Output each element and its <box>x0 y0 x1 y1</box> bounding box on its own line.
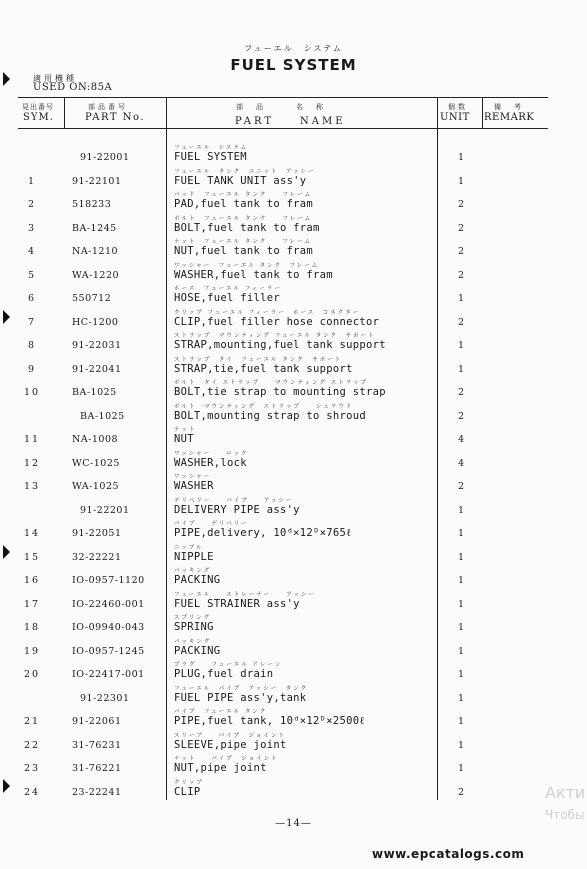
unit-cell: 2 <box>457 246 465 257</box>
sym-cell: 3 <box>27 222 37 234</box>
sym-cell: 17 <box>23 598 41 610</box>
sym-cell: 9 <box>27 363 37 375</box>
table-top-rule <box>18 97 548 98</box>
unit-cell: 1 <box>457 598 465 610</box>
unit-cell: 2 <box>457 786 465 798</box>
unit-cell: 2 <box>457 222 465 234</box>
table-row <box>0 284 587 308</box>
unit-cell: 1 <box>457 669 465 680</box>
part-name-kana: ワッシャー ロック <box>174 450 249 457</box>
part-name-cell: STRAP,tie,fuel tank support <box>174 362 353 375</box>
part-name-kana: ストラップ タイ フューエル タンク サポート <box>174 356 343 363</box>
title-kana: フューエル システム <box>244 44 343 53</box>
part-number-cell: 518233 <box>72 199 112 210</box>
sym-cell: 24 <box>23 786 41 798</box>
part-number-cell: 91-22051 <box>72 528 122 539</box>
part-name-cell: HOSE,fuel filler <box>174 292 280 304</box>
part-number-cell: 550712 <box>72 293 112 304</box>
sym-cell: 18 <box>23 622 41 633</box>
sym-cell: 1 <box>27 175 37 187</box>
part-number-cell: IO-22417-001 <box>72 669 145 680</box>
sym-cell: 22 <box>23 739 41 751</box>
column-divider <box>482 97 483 129</box>
part-name-kana: クリップ フューエル フィーラー ホース コネクター <box>174 309 361 316</box>
part-number-cell: IO-22460-001 <box>72 598 145 610</box>
table-row <box>0 566 587 590</box>
unit-cell: 1 <box>457 575 465 586</box>
pno-header: PART No. <box>85 112 146 123</box>
part-name-kana: ナット フューエル タンク フレーム <box>174 239 313 245</box>
unit-cell: 1 <box>457 622 465 633</box>
part-name-kana: デリベリー パイプ アッシー <box>174 497 294 504</box>
part-name-cell: FUEL SYSTEM <box>174 151 247 163</box>
table-row <box>0 237 587 261</box>
part-name-kana: ワッシャー <box>174 474 212 480</box>
part-name-cell: FUEL PIPE ass'y,tank <box>174 691 307 704</box>
part-name-kana: フューエル システム <box>174 145 249 151</box>
pname-header: PART NAME <box>235 116 346 127</box>
part-number-cell: WC-1025 <box>72 457 120 469</box>
page-number: —14— <box>275 818 312 829</box>
sym-cell: 16 <box>23 575 41 586</box>
table-row <box>0 261 587 285</box>
unit-cell: 2 <box>457 316 465 328</box>
part-number-cell: 91-22061 <box>72 716 122 727</box>
sym-cell: 6 <box>27 293 37 304</box>
used-on-japanese: 適用機種 <box>33 74 77 83</box>
unit-cell: 2 <box>457 269 465 281</box>
unit-cell: 1 <box>457 551 465 563</box>
part-name-kana: パッキング <box>174 568 212 574</box>
unit-header: UNIT <box>440 112 470 123</box>
sym-cell: 21 <box>23 716 41 727</box>
part-number-cell: IO-0957-1245 <box>72 645 145 657</box>
part-name-cell: BOLT,mounting strap to shroud <box>174 409 367 422</box>
unit-cell: 1 <box>457 363 465 375</box>
part-name-kana: ナット パイプ ジョイント <box>174 756 279 762</box>
part-name-cell: PIPE,fuel tank, 10ᵈ×12ᴰ×2500ℓ <box>174 715 365 727</box>
unit-cell: 2 <box>457 410 465 422</box>
part-number-cell: 32-22221 <box>72 551 122 563</box>
part-name-kana: ストラップ マウンティング フューエル タンク サポート <box>174 333 376 339</box>
sym-cell: 2 <box>27 199 37 210</box>
table-row <box>0 707 587 731</box>
part-number-cell: IO-0957-1120 <box>72 575 145 586</box>
part-name-cell: SLEEVE,pipe joint <box>174 738 287 751</box>
part-number-cell: 91-22041 <box>72 363 122 375</box>
unit-cell: 1 <box>457 763 465 774</box>
unit-cell: 1 <box>457 692 465 704</box>
unit-cell: 1 <box>457 716 465 727</box>
sym-cell: 13 <box>23 481 41 492</box>
part-name-cell: CLIP <box>174 785 201 798</box>
part-name-kana: ワッシャー フューエル タンク フレーム <box>174 262 320 269</box>
unit-cell: 1 <box>457 340 465 351</box>
table-row <box>0 590 587 614</box>
part-name-cell: DELIVERY PIPE ass'y <box>174 503 300 516</box>
part-number-cell: 31-76221 <box>72 763 122 774</box>
part-name-cell: NIPPLE <box>174 550 214 563</box>
part-number-cell: BA-1025 <box>80 410 125 422</box>
used-on-label: USED ON:85A <box>33 82 113 93</box>
remark-header-jp: 備 考 <box>494 103 524 111</box>
table-row <box>0 167 587 191</box>
part-name-kana: ボルト マウンティング ストラップ シュラウド <box>174 403 354 410</box>
sym-cell: 10 <box>23 387 41 398</box>
unit-cell: 1 <box>457 645 465 657</box>
unit-cell: 1 <box>457 504 465 516</box>
part-name-cell: NUT,pipe joint <box>174 762 267 774</box>
remark-header: REMARK <box>484 112 535 123</box>
unit-cell: 2 <box>457 481 465 492</box>
watermark-line-2: Чтобы <box>545 808 585 822</box>
page-title: FUEL SYSTEM <box>230 56 357 74</box>
table-row <box>0 613 587 637</box>
part-name-kana: ボルト タイ ストラップ マウンティング ストラップ <box>174 380 369 386</box>
part-name-cell: FUEL STRAINER ass'y <box>174 597 300 610</box>
part-name-kana: パッド フューエル タンク フレーム <box>174 192 313 198</box>
sym-cell: 12 <box>23 457 41 469</box>
part-name-kana: ニップル <box>174 544 204 551</box>
pno-header-jp: 部品番号 <box>88 103 128 111</box>
margin-bullet <box>3 72 10 86</box>
part-name-cell: PACKING <box>174 574 221 586</box>
part-name-cell: NUT <box>174 433 194 445</box>
part-number-cell: NA-1210 <box>72 246 119 257</box>
table-row <box>0 425 587 449</box>
part-number-cell: IO-09940-043 <box>72 622 145 633</box>
part-name-kana: スプリング <box>174 615 212 621</box>
part-number-cell: NA-1008 <box>72 434 119 445</box>
unit-cell: 4 <box>457 434 465 445</box>
part-number-cell: 91-22001 <box>80 152 130 163</box>
table-row <box>0 449 587 473</box>
part-number-cell: WA-1025 <box>72 481 120 492</box>
sym-cell: 14 <box>23 528 41 539</box>
table-row <box>0 731 587 755</box>
part-name-kana: ホース フューエル フィーラー <box>174 286 282 292</box>
unit-cell: 4 <box>457 457 465 469</box>
unit-cell: 1 <box>457 528 465 539</box>
part-name-cell: FUEL TANK UNIT ass'y <box>174 174 307 187</box>
unit-cell: 1 <box>457 152 465 163</box>
table-row <box>0 214 587 238</box>
part-number-cell: 23-22241 <box>72 786 122 798</box>
part-name-kana: パイプ フューエル タンク <box>174 709 268 715</box>
part-number-cell: 91-22101 <box>72 175 122 187</box>
part-name-cell: WASHER,fuel tank to fram <box>174 268 333 281</box>
part-name-kana: パッキング <box>174 638 212 645</box>
part-name-cell: PAD,fuel tank to fram <box>174 198 314 210</box>
sym-cell: 20 <box>23 669 41 680</box>
part-number-cell: 91-22301 <box>80 692 130 704</box>
table-row <box>0 754 587 778</box>
part-number-cell: HC-1200 <box>72 316 119 328</box>
part-name-cell: CLIP,fuel filler hose connector <box>174 315 380 328</box>
part-name-kana: パイプ デリベリー <box>174 521 249 527</box>
part-number-cell: BA-1245 <box>72 222 117 234</box>
sym-cell: 23 <box>23 763 41 774</box>
part-name-kana: フューエル パイプ アッシー タンク <box>174 685 309 692</box>
part-number-cell: 91-22031 <box>72 340 122 351</box>
part-name-cell: BOLT,tie strap to mounting strap <box>174 386 386 398</box>
part-name-kana: スリーブ パイプ ジョイント <box>174 732 286 739</box>
watermark-line-1: Акти <box>545 783 586 802</box>
table-row <box>0 355 587 379</box>
table-row <box>0 660 587 684</box>
column-divider <box>64 97 65 129</box>
unit-cell: 2 <box>457 387 465 398</box>
sym-cell: 11 <box>23 434 41 445</box>
part-number-cell: WA-1220 <box>72 269 120 281</box>
sym-header-jp: 見出番号 <box>22 103 54 111</box>
unit-cell: 1 <box>457 293 465 304</box>
table-header-rule <box>18 128 548 129</box>
table-row <box>0 331 587 355</box>
unit-cell: 1 <box>457 175 465 187</box>
table-row <box>0 778 587 802</box>
sym-cell: 8 <box>27 340 37 351</box>
part-name-kana: フューエル タンク ユニット アッシー <box>174 168 316 175</box>
table-row <box>0 519 587 543</box>
table-row <box>0 496 587 520</box>
part-name-cell: WASHER <box>174 480 214 492</box>
sym-header: SYM. <box>23 112 54 123</box>
part-name-cell: PIPE,delivery, 10ᵈ×12ᴰ×765ℓ <box>174 527 352 539</box>
part-name-kana: プラグ フューエル ドレーン <box>174 662 283 668</box>
part-name-cell: PACKING <box>174 644 221 657</box>
table-row <box>0 308 587 332</box>
part-name-cell: SPRING <box>174 621 214 633</box>
part-name-cell: WASHER,lock <box>174 456 247 469</box>
unit-header-jp: 個数 <box>448 103 468 111</box>
table-row <box>0 143 587 167</box>
sym-cell: 4 <box>27 246 37 257</box>
part-name-cell: BOLT,fuel tank to fram <box>174 221 320 234</box>
sym-cell: 15 <box>23 551 41 563</box>
table-row <box>0 637 587 661</box>
table-row <box>0 684 587 708</box>
part-name-kana: ナット <box>174 427 197 433</box>
part-number-cell: 91-22201 <box>80 504 130 516</box>
sym-cell: 19 <box>23 645 41 657</box>
part-name-kana: ボルト フューエル タンク フレーム <box>174 215 313 222</box>
part-number-cell: 31-76231 <box>72 739 122 751</box>
table-row <box>0 543 587 567</box>
part-number-cell: BA-1025 <box>72 387 117 398</box>
unit-cell: 2 <box>457 199 465 210</box>
part-name-kana: クリップ <box>174 779 204 786</box>
part-name-cell: PLUG,fuel drain <box>174 668 274 680</box>
part-name-cell: STRAP,mounting,fuel tank support <box>174 339 386 351</box>
site-url: www.epcatalogs.com <box>372 847 525 861</box>
sym-cell: 7 <box>27 316 37 328</box>
table-row <box>0 472 587 496</box>
pname-header-jp: 部 品 名 称 <box>236 103 326 111</box>
table-row <box>0 190 587 214</box>
table-row <box>0 378 587 402</box>
part-name-cell: NUT,fuel tank to fram <box>174 245 314 257</box>
unit-cell: 1 <box>457 739 465 751</box>
part-name-kana: フューエル ストレーナー アッシー <box>174 591 316 598</box>
table-row <box>0 402 587 426</box>
sym-cell: 5 <box>27 269 37 281</box>
